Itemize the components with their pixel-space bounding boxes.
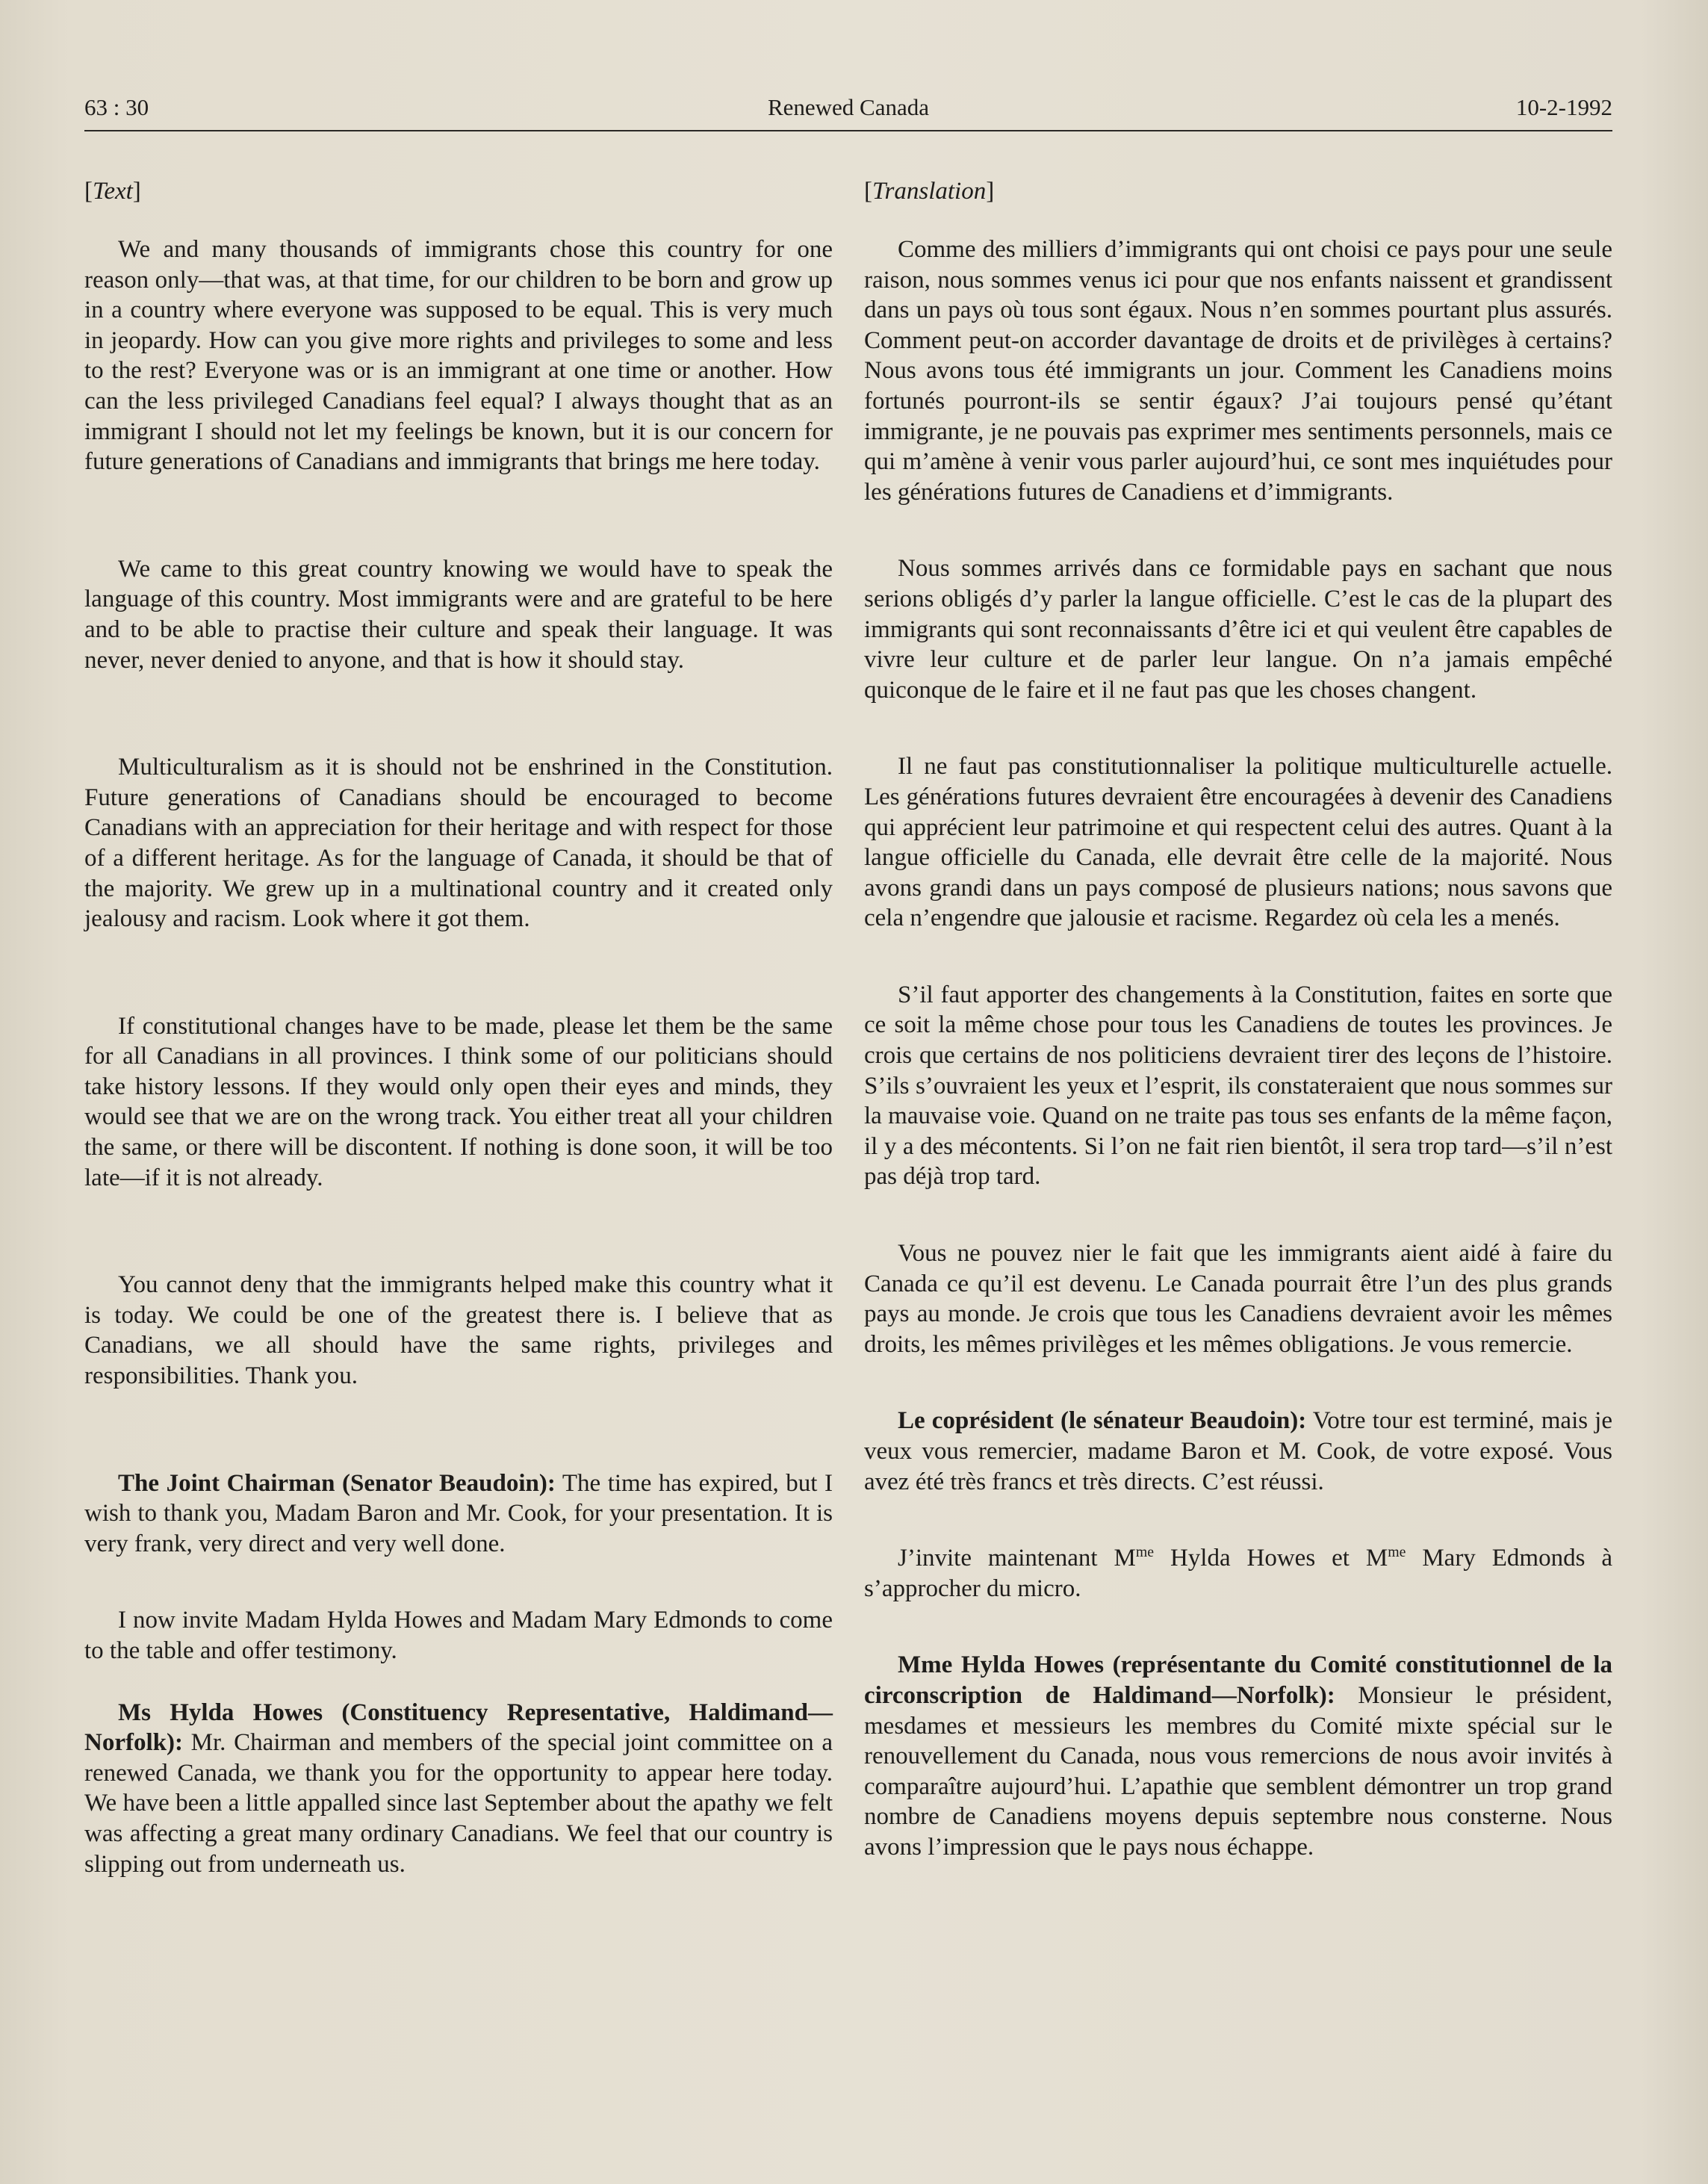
column-label-translation: [Translation]: [864, 178, 995, 205]
issue-date: 10-2-1992: [1515, 94, 1612, 120]
speaker-name: The Joint Chairman (Senator Beaudoin):: [118, 1469, 556, 1497]
paragraph-en-2: We came to this great country knowing we would have to speak the language of this country. Most immigrants were and are grateful to be here and to be able to practise their culture and speak their language. It was never, never denied to anyone, and that is how it should stay.: [84, 555, 833, 674]
paragraph-en-5: You cannot deny that the immigrants helped make this country what it is today. We could be one of the greatest there is. I believe that as Canadians, we all should have the same rights, privileges and responsibilities. Thank you.: [84, 1271, 833, 1390]
paragraph-fr-2: Nous sommes arrivés dans ce formidable pays en sachant que nous serions obligés d’y parler la langue officielle. C’est le cas de la plupart des immigrants qui sont reconnaissants d’être ici et qui veulent être capables de vivre leur culture et de parler leur langue. On n’a jamais empêché quiconque de le faire et il ne faut pas que les choses changent.: [864, 555, 1612, 704]
paragraph-fr-6: Le coprésident (le sénateur Beaudoin): Votre tour est terminé, mais je veux vous remercier, madame Baron et M. Cook, de votre exposé. Vous avez été très francs et très directs. C’est réussi.: [864, 1407, 1612, 1495]
paragraph-en-8: Ms Hylda Howes (Constituency Representative, Haldimand—Norfolk): Mr. Chairman and members of the special joint committee on a renewed Canada, we thank you for the opportunity to appear here today. We have been a little appalled since last September about the apathy we felt was affecting a great many ordinary Canadians. We feel that our country is slipping out from underneath us.: [84, 1699, 833, 1878]
publication-title: Renewed Canada: [767, 94, 930, 120]
paragraph-fr-7: J’invite maintenant $M^{me}$ Hylda Howes et $M^{me}$ Mary Edmonds à s’approcher du micro.: [864, 1544, 1612, 1602]
paragraph-fr-8: Mme Hylda Howes (représentante du Comité constitutionnel de la circonscription de Haldimand—Norfolk): Monsieur le président, mesdames et messieurs les membres du Comité mixte spécial sur le renouvellement du Canada, nous vous remercions de nous avoir invités à comparaître aujourd’hui. L’apathie que semblent démontrer un trop grand nombre de Canadiens moyens depuis septembre nous consterne. Nous avons l’impression que le pays nous échappe.: [864, 1651, 1612, 1861]
paragraph-en-3: Multiculturalism as it is should not be enshrined in the Constitution. Future generations of Canadians should be encouraged to become Canadians with an appreciation for their heritage and with respect for those of a different heritage. As for the language of Canada, it should be that of the majority. We grew up in a multinational country and it created only jealousy and racism. Look where it got them.: [84, 754, 833, 933]
speaker-name: Mme Hylda Howes (représentante du Comité constitutionnel de la circonscription de Haldimand—Norfolk):: [864, 1651, 1612, 1709]
paragraph-en-4: If constitutional changes have to be made, please let them be the same for all Canadians in all provinces. I think some of our politicians should take history lessons. If they would only open their eyes and minds, they would see that we are on the wrong track. You either treat all your children the same, or there will be discontent. If nothing is done soon, it will be too late—if it is not already.: [84, 1012, 833, 1191]
paragraph-fr-5: Vous ne pouvez nier le fait que les immigrants aient aidé à faire du Canada ce qu’il est devenu. Le Canada pourrait être l’un des plus grands pays au monde. Je crois que tous les Canadiens devraient avoir les mêmes droits, les mêmes privilèges et les mêmes obligations. Je vous remercie.: [864, 1240, 1612, 1358]
speaker-name: Ms Hylda Howes (Constituency Representative, Haldimand—Norfolk):: [84, 1699, 833, 1757]
text-column-french: [864, 176, 1612, 1863]
page-number: 63 : 30: [84, 94, 149, 120]
paragraph-fr-1: Comme des milliers d’immigrants qui ont choisi ce pays pour une seule raison, nous sommes venus ici pour que nos enfants naissent et grandissent dans un pays où tous sont égaux. Nous n’en sommes pourtant plus assurés. Comment peut-on accorder davantage de droits et de privilèges à certains? Nous avons tous été immigrants un jour. Comment les Canadiens moins fortunés pourront-ils se sentir égaux? J’ai toujours pensé qu’étant immigrante, je ne pouvais pas exprimer mes sentiments personnels, mais ce qui m’amène à venir vous parler aujourd’hui, ce sont mes inquiétudes pour les générations futures de Canadiens et d’immigrants.: [864, 236, 1612, 506]
paragraph-en-1: We and many thousands of immigrants chose this country for one reason only—that was, at that time, for our children to be born and grow up in a country where everyone was supposed to be equal. This is very much in jeopardy. How can you give more rights and privileges to some and less to the rest? Everyone was or is an immigrant at one time or another. How can the less privileged Canadians feel equal? I always thought that as an immigrant I should not let my feelings be known, but it is our concern for future generations of Canadians and immigrants that brings me here today.: [84, 236, 833, 476]
paragraph-en-6: The Joint Chairman (Senator Beaudoin): The time has expired, but I wish to thank you, Madam Baron and Mr. Cook, for your presentation. It is very frank, very direct and very well done.: [84, 1469, 833, 1557]
column-label-text: [Text]: [84, 178, 141, 205]
speaker-name: Le coprésident (le sénateur Beaudoin):: [898, 1407, 1307, 1435]
paragraph-fr-4: S’il faut apporter des changements à la Constitution, faites en sorte que ce soit la même chose pour tous les Canadiens de toutes les provinces. Je crois que certains de nos politiciens devraient tirer des leçons de l’histoire. S’ils s’ouvraient les yeux et l’esprit, ils constateraient que nous sommes sur la mauvaise voie. Quand on ne traite pas tous ses enfants de la même façon, il y a des mécontents. Si l’on ne fait rien bientôt, il sera trop tard—s’il n’est pas déjà trop tard.: [864, 981, 1612, 1191]
paragraph-en-7: I now invite Madam Hylda Howes and Madam Mary Edmonds to come to the table and offer testimony.: [84, 1607, 833, 1664]
paragraph-fr-3: Il ne faut pas constitutionnaliser la politique multiculturelle actuelle. Les générations futures devraient être encouragées à devenir des Canadiens qui apprécient leur patrimoine et qui respectent celui des autres. Quant à la langue officielle du Canada, elle devrait être celle de la majorité. Nous avons grandi dans un pays composé de plusieurs nations; nous savons que cela n’engendre que jalousie et racisme. Regardez où cela les a menés.: [864, 753, 1612, 932]
running-header: [84, 93, 1612, 131]
text-column-english: [84, 176, 833, 1879]
